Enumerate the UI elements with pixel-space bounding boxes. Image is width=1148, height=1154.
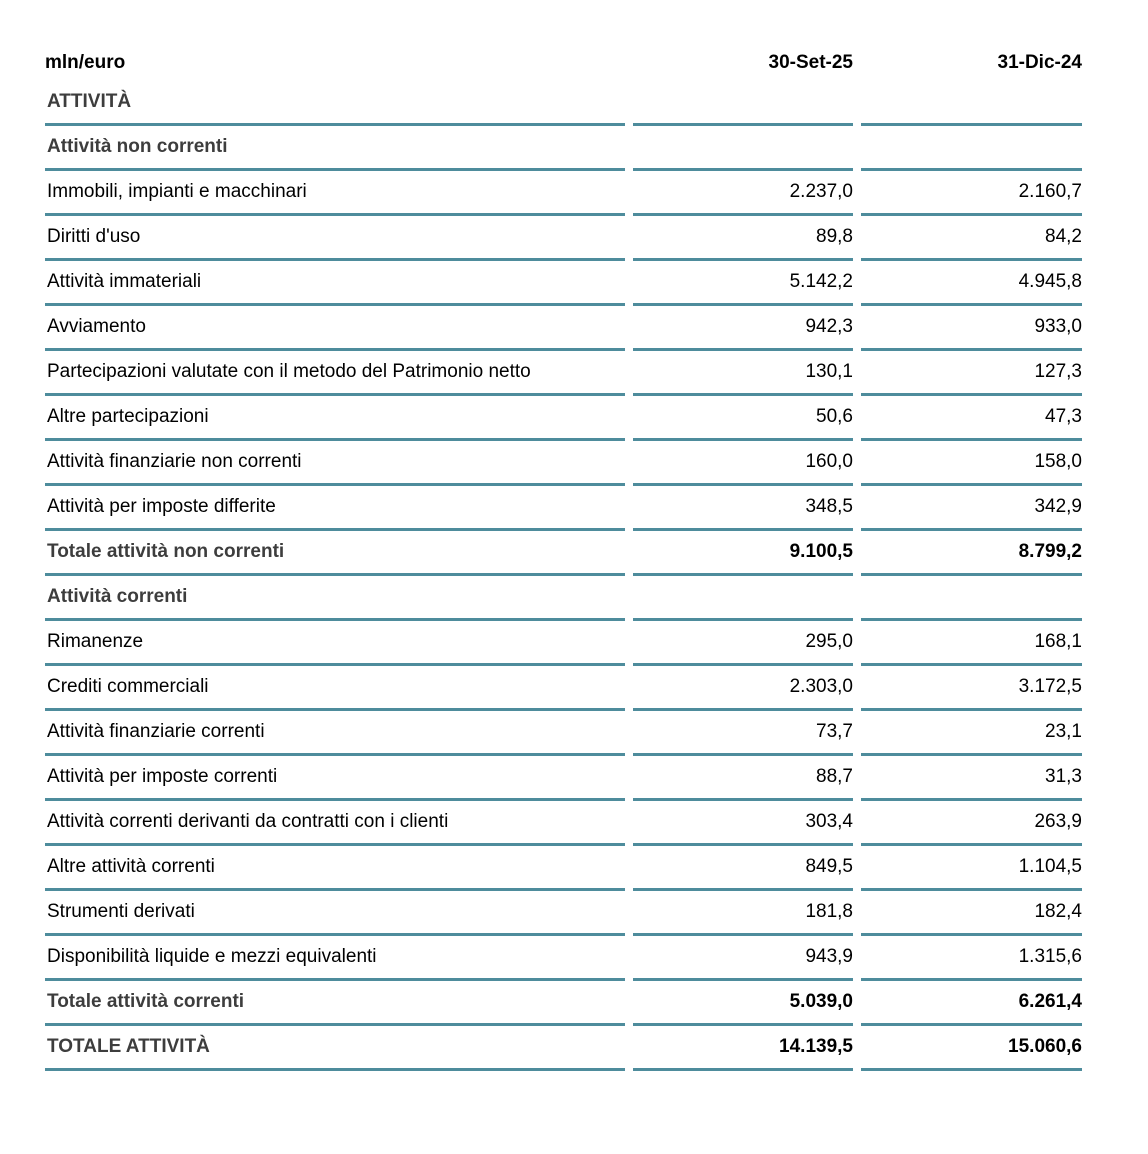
- row-label: ATTIVITÀ: [45, 81, 625, 126]
- row-value-col2: 1.315,6: [861, 936, 1082, 981]
- row-label: Attività correnti derivanti da contratti con i clienti: [45, 801, 625, 846]
- column-header-30-set-25: 30-Set-25: [768, 52, 853, 73]
- table-row: [45, 936, 1082, 981]
- row-value-col1: 89,8: [633, 216, 853, 261]
- row-value-col1: 303,4: [633, 801, 853, 846]
- row-value-col2: [861, 81, 1082, 126]
- table-row: [45, 441, 1082, 486]
- table-row: [45, 576, 1082, 621]
- table-header-row: [45, 45, 1082, 81]
- row-value-col1: 160,0: [633, 441, 853, 486]
- row-value-col1: 88,7: [633, 756, 853, 801]
- row-value-col2: 182,4: [861, 891, 1082, 936]
- row-label: Attività finanziarie correnti: [45, 711, 625, 756]
- table-body: [45, 81, 1082, 1071]
- row-label: Attività finanziarie non correnti: [45, 441, 625, 486]
- row-value-col1: 2.303,0: [633, 666, 853, 711]
- row-value-col1: 943,9: [633, 936, 853, 981]
- column-header-31-dic-24: 31-Dic-24: [997, 52, 1082, 73]
- row-value-col2: 3.172,5: [861, 666, 1082, 711]
- row-value-col2: 31,3: [861, 756, 1082, 801]
- table-row: [45, 846, 1082, 891]
- row-value-col2: 933,0: [861, 306, 1082, 351]
- table-row: [45, 171, 1082, 216]
- table-row: [45, 81, 1082, 126]
- row-value-col2: [861, 576, 1082, 621]
- table-row: [45, 486, 1082, 531]
- row-value-col1: 2.237,0: [633, 171, 853, 216]
- row-value-col2: 263,9: [861, 801, 1082, 846]
- table-row: [45, 1026, 1082, 1071]
- table-row: [45, 756, 1082, 801]
- row-value-col2: 8.799,2: [861, 531, 1082, 576]
- row-value-col2: 168,1: [861, 621, 1082, 666]
- row-label: Avviamento: [45, 306, 625, 351]
- row-value-col1: 942,3: [633, 306, 853, 351]
- row-value-col2: 1.104,5: [861, 846, 1082, 891]
- table-row: [45, 351, 1082, 396]
- row-label: Totale attività non correnti: [45, 531, 625, 576]
- table-row: [45, 261, 1082, 306]
- row-value-col2: 47,3: [861, 396, 1082, 441]
- table-row: [45, 981, 1082, 1026]
- row-value-col1: 181,8: [633, 891, 853, 936]
- row-label: Strumenti derivati: [45, 891, 625, 936]
- row-value-col2: 23,1: [861, 711, 1082, 756]
- row-label: Diritti d'uso: [45, 216, 625, 261]
- row-value-col1: [633, 576, 853, 621]
- row-label: Attività per imposte correnti: [45, 756, 625, 801]
- table-row: [45, 891, 1082, 936]
- row-value-col1: 5.142,2: [633, 261, 853, 306]
- row-value-col2: 15.060,6: [861, 1026, 1082, 1071]
- row-label: Attività immateriali: [45, 261, 625, 306]
- table-row: [45, 666, 1082, 711]
- row-label: Attività non correnti: [45, 126, 625, 171]
- row-label: Immobili, impianti e macchinari: [45, 171, 625, 216]
- row-value-col1: 50,6: [633, 396, 853, 441]
- row-value-col2: 2.160,7: [861, 171, 1082, 216]
- row-value-col2: 127,3: [861, 351, 1082, 396]
- row-value-col2: 4.945,8: [861, 261, 1082, 306]
- row-label: Attività correnti: [45, 576, 625, 621]
- table-row: [45, 306, 1082, 351]
- row-value-col1: 14.139,5: [633, 1026, 853, 1071]
- table-row: [45, 216, 1082, 261]
- row-label: Disponibilità liquide e mezzi equivalenti: [45, 936, 625, 981]
- row-label: Rimanenze: [45, 621, 625, 666]
- row-label: Altre attività correnti: [45, 846, 625, 891]
- row-value-col1: 348,5: [633, 486, 853, 531]
- row-value-col1: 9.100,5: [633, 531, 853, 576]
- row-label: Attività per imposte differite: [45, 486, 625, 531]
- row-value-col1: [633, 126, 853, 171]
- table-row: [45, 621, 1082, 666]
- row-value-col1: 130,1: [633, 351, 853, 396]
- row-value-col2: [861, 126, 1082, 171]
- row-label: Altre partecipazioni: [45, 396, 625, 441]
- row-label: Partecipazioni valutate con il metodo del Patrimonio netto: [45, 351, 625, 396]
- table-row: [45, 126, 1082, 171]
- row-value-col1: 849,5: [633, 846, 853, 891]
- table-row: [45, 531, 1082, 576]
- row-value-col1: [633, 81, 853, 126]
- table-row: [45, 711, 1082, 756]
- table-row: [45, 801, 1082, 846]
- row-value-col2: 84,2: [861, 216, 1082, 261]
- row-value-col2: 342,9: [861, 486, 1082, 531]
- assets-table: [45, 45, 1082, 1071]
- unit-label: mln/euro: [45, 52, 126, 73]
- row-label: Crediti commerciali: [45, 666, 625, 711]
- row-value-col1: 295,0: [633, 621, 853, 666]
- row-value-col2: 158,0: [861, 441, 1082, 486]
- row-value-col1: 5.039,0: [633, 981, 853, 1026]
- table-row: [45, 396, 1082, 441]
- row-value-col2: 6.261,4: [861, 981, 1082, 1026]
- row-label: TOTALE ATTIVITÀ: [45, 1026, 625, 1071]
- row-label: Totale attività correnti: [45, 981, 625, 1026]
- row-value-col1: 73,7: [633, 711, 853, 756]
